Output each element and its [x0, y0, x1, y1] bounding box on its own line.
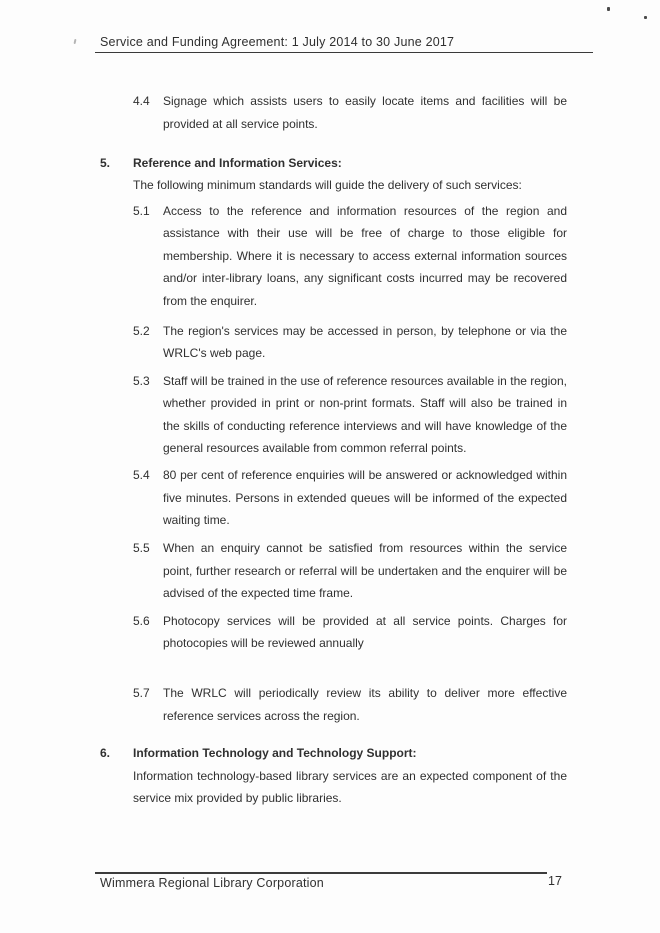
- section-5-intro: The following minimum standards will guide the delivery of such services:: [133, 178, 522, 192]
- clause-text: Staff will be trained in the use of reference resources available in the region, whether provided in print or non-print formats. Staff will also be trained in the skills of conducting reference interviews and will have knowledge of the general resources available from common referral points.: [163, 373, 567, 455]
- footer-organisation: Wimmera Regional Library Corporation: [100, 876, 324, 890]
- clause-number: 5.5: [133, 541, 150, 555]
- clause-number: 5.1: [133, 203, 150, 218]
- clause-number: 5.4: [133, 468, 150, 482]
- footer-rule: [95, 872, 547, 874]
- clause-text: The WRLC will periodically review its ability to deliver more effective reference services across the region.: [163, 686, 567, 723]
- clause-number: 5.6: [133, 613, 150, 628]
- section-title: Reference and Information Services:: [133, 155, 342, 170]
- clause-number: 5.2: [133, 323, 150, 338]
- clause-4-4: [100, 90, 567, 135]
- section-6-intro: Information technology-based library services are an expected component of the service mix provided by public libraries.: [133, 768, 567, 805]
- clause-5-5: [100, 537, 567, 605]
- clause-text: Photocopy services will be provided at all service points. Charges for photocopies will be reviewed annually: [163, 613, 567, 650]
- clause-text: Access to the reference and information resources of the region and assistance with their use will be free of charge to those eligible for membership. Where it is necessary to access external information sources and/or inter-library loans, any significant costs incurred may be recovered from the enquirer.: [163, 203, 567, 308]
- clause-5-3: [100, 370, 567, 460]
- section-title: Information Technology and Technology Support:: [133, 746, 417, 760]
- section-number: 5.: [100, 155, 111, 170]
- scan-artifact-dot: [644, 16, 647, 19]
- clause-text: Signage which assists users to easily locate items and facilities will be provided at all service points.: [163, 94, 567, 131]
- page-header: [95, 34, 593, 53]
- page-content: [100, 90, 567, 810]
- clause-5-4: [100, 464, 567, 532]
- scan-artifact-mark: [74, 39, 77, 44]
- page-number: 17: [548, 874, 562, 888]
- clause-5-2: [100, 320, 567, 365]
- clause-number: 4.4: [133, 94, 150, 108]
- clause-number: 5.7: [133, 686, 150, 700]
- clause-text: 80 per cent of reference enquiries will be answered or acknowledged within five minutes. Persons in extended queues will be informed of the expected waiting time.: [163, 468, 567, 527]
- clause-5-1: [100, 200, 567, 313]
- header-title: Service and Funding Agreement: 1 July 2014 to 30 June 2017: [100, 35, 455, 49]
- clause-5-7: [100, 682, 567, 727]
- clause-text: The region's services may be accessed in person, by telephone or via the WRLC's web page.: [163, 323, 567, 360]
- section-number: 6.: [100, 746, 111, 760]
- section-6-heading: [100, 742, 567, 765]
- clause-text: When an enquiry cannot be satisfied from resources within the service point, further research or referral will be undertaken and the enquirer will be advised of the expected time frame.: [163, 541, 567, 600]
- section-5-heading: [100, 152, 567, 175]
- scan-artifact-dot: [607, 7, 610, 11]
- clause-5-6: [100, 610, 567, 655]
- clause-number: 5.3: [133, 373, 150, 388]
